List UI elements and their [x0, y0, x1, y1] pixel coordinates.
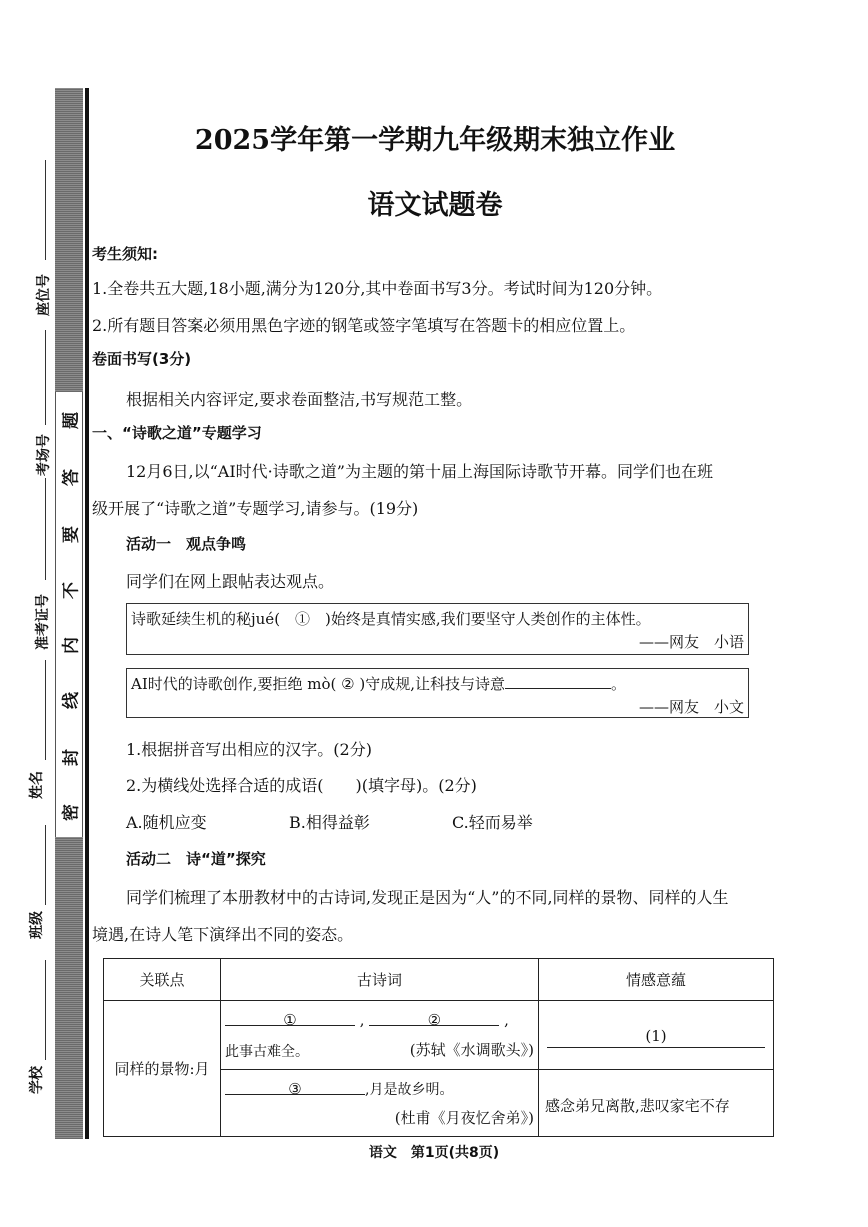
binding-bar [85, 88, 89, 1139]
room-number-line [45, 330, 46, 425]
activity1-intro: 同学们在网上跟帖表达观点。 [126, 572, 335, 591]
post-author: ——网友 小文 [638, 698, 744, 716]
seal-char: 答 [61, 469, 82, 486]
poem-line: ,月是故乡明。 [365, 1082, 454, 1098]
answer-blank [369, 1011, 499, 1029]
exam-id-label: 准考证号 [35, 594, 51, 650]
poem-cell: ① , ② , 此事古难全。 (苏轼《水调歌头》) ③ ,月是故乡明。 (杜甫《月夜忆舍弟》) [221, 1001, 539, 1137]
question-1: 1.根据拼音写出相应的汉字。(2分) [126, 740, 372, 759]
poetry-table [103, 958, 774, 1137]
binding-strip-top [55, 88, 83, 392]
school-line [45, 960, 46, 1060]
seat-number-label: 座位号 [36, 274, 52, 316]
poem-source: (杜甫《月夜忆舍弟》) [394, 1109, 534, 1127]
handwriting-heading: 卷面书写(3分) [92, 350, 192, 368]
forum-post-2 [126, 668, 749, 718]
handwriting-text: 根据相关内容评定,要求卷面整洁,书写规范工整。 [126, 390, 473, 409]
answer-blank [505, 674, 611, 689]
seal-char: 题 [61, 412, 82, 429]
table-header: 情感意蕴 [539, 959, 774, 1001]
emotion-blank: (1) [547, 1027, 765, 1048]
activity2-intro: 境遇,在诗人笔下演绎出不同的姿态。 [92, 925, 354, 944]
section-intro: 12月6日,以“AI时代·诗歌之道”为主题的第十届上海国际诗歌节开幕。同学们也在班 [126, 462, 713, 481]
forum-post-1 [126, 603, 749, 655]
page-subtitle: 语文试题卷 [367, 190, 503, 221]
emotion-cell [539, 1001, 774, 1137]
seal-char: 内 [61, 637, 82, 654]
blank-number: ③ [288, 1080, 302, 1098]
binding-strip-middle [55, 392, 83, 837]
table-header: 古诗词 [221, 959, 539, 1001]
blank-number: ② [427, 1011, 442, 1029]
seal-char: 要 [61, 526, 82, 543]
name-line [45, 660, 46, 760]
answer-blank [225, 1011, 355, 1029]
poem-line: 此事古难全。 [225, 1044, 309, 1060]
answer-blank [225, 1080, 365, 1098]
activity1-heading: 活动一 观点争鸣 [126, 535, 247, 553]
section-heading: 一、“诗歌之道”专题学习 [92, 424, 262, 442]
option: C.轻而易举 [452, 813, 533, 832]
seal-char: 不 [61, 582, 82, 599]
seal-char: 线 [61, 692, 82, 709]
post-text-end: 。 [611, 675, 627, 693]
option: A.随机应变 [126, 813, 207, 832]
notice-item: 1.全卷共五大题,18小题,满分为120分,其中卷面书写3分。考试时间为120分钟。 [92, 279, 663, 298]
post-text: 诗歌延续生机的秘jué( ① )始终是真情实感,我们要坚守人类创作的主体性。 [131, 610, 651, 628]
blank-number: ① [283, 1011, 297, 1029]
school-label: 学校 [29, 1066, 45, 1094]
seat-number-line [45, 160, 46, 260]
room-number-label: 考场号 [36, 434, 52, 476]
class-line [45, 825, 46, 905]
page-footer: 语文 第1页(共8页) [368, 1145, 500, 1161]
exam-id-line [45, 478, 46, 580]
post-text: AI时代的诗歌创作,要拒绝 mò( ② )守成规,让科技与诗意 [131, 675, 506, 693]
class-label: 班级 [29, 911, 45, 939]
poem-source: (苏轼《水调歌头》) [409, 1041, 534, 1059]
emotion-text: 感念弟兄离散,悲叹家宅不存 [545, 1097, 730, 1115]
activity2-heading: 活动二 诗“道”探究 [126, 850, 266, 868]
question-2: 2.为横线处选择合适的成语( )(填字母)。(2分) [126, 776, 477, 795]
option: B.相得益彰 [289, 813, 370, 832]
seal-char: 密 [61, 804, 82, 821]
notice-heading: 考生须知: [92, 245, 158, 263]
notice-item: 2.所有题目答案必须用黑色字迹的钢笔或签字笔填写在答题卡的相应位置上。 [92, 316, 636, 335]
activity2-intro: 同学们梳理了本册教材中的古诗词,发现正是因为“人”的不同,同样的景物、同样的人生 [126, 888, 729, 907]
section-intro: 级开展了“诗歌之道”专题学习,请参与。(19分) [92, 499, 419, 518]
seal-char: 封 [61, 749, 82, 766]
post-author: ——网友 小语 [638, 633, 744, 651]
name-label: 姓名 [29, 771, 45, 799]
table-header: 关联点 [104, 959, 221, 1001]
page-title: 2025学年第一学期九年级期末独立作业 [194, 125, 676, 156]
row-label: 同样的景物:月 [104, 1001, 221, 1137]
binding-strip-bottom [55, 837, 83, 1139]
